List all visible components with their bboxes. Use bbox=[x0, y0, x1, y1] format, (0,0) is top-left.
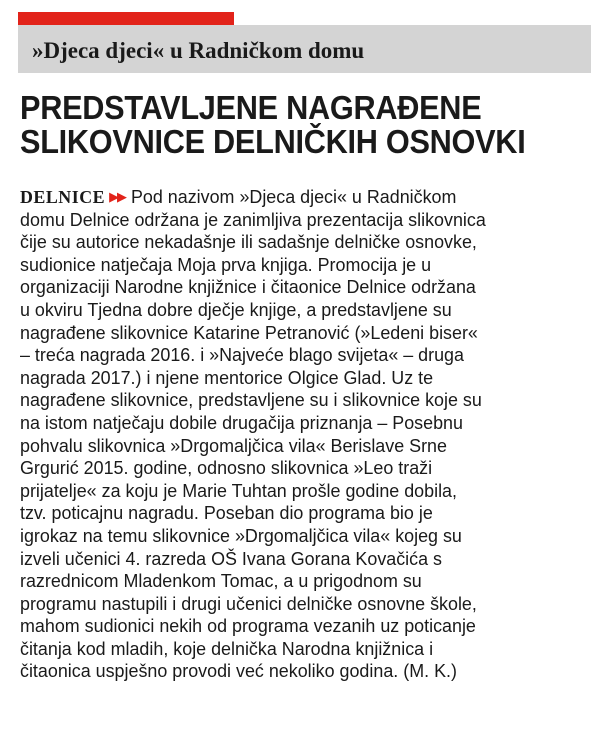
body-line: čitaonica uspješno provodi već nekoliko godina. (M. K.) bbox=[20, 661, 457, 682]
body-line: igrokaz na temu slikovnice »Drgomaljčica vila« kojeg su bbox=[20, 525, 462, 546]
headline-line: SLIKOVNICE DELNIČKIH OSNOVKI bbox=[20, 123, 526, 160]
body-line: čitanja kod mladih, koje delnička Narodna knjižnica i bbox=[20, 638, 434, 659]
headline-line: PREDSTAVLJENE NAGRAĐENE bbox=[20, 89, 482, 126]
body-line: prijatelje« za koju je Marie Tuhtan prošle godine dobila, bbox=[20, 480, 457, 501]
body-line: u okviru Tjedna dobre dječje knjige, a predstavljene su bbox=[20, 299, 452, 320]
body-line: programu nastupili i drugi učenici delničke osnovne škole, bbox=[20, 593, 477, 614]
body-line: tzv. poticajnu nagradu. Poseban dio programa bio je bbox=[20, 503, 433, 524]
article-body bbox=[20, 186, 595, 683]
body-line: na istom natječaju dobile drugačija priznanja – Posebnu bbox=[20, 412, 463, 433]
dateline: DELNICE bbox=[20, 187, 106, 207]
body-first-line-text: Pod nazivom »Djeca djeci« u Radničkom bbox=[130, 187, 457, 207]
accent-bar bbox=[18, 12, 234, 25]
body-line: – treća nagrada 2016. i »Najveće blago svijeta« – druga bbox=[20, 345, 464, 366]
article-kicker: »Djeca djeci« u Radničkom domu bbox=[32, 38, 365, 63]
body-line: nagrađene slikovnice, predstavljene su i slikovnice koje su bbox=[20, 390, 482, 411]
body-line: nagrađene slikovnice Katarine Petranović (»Ledeni biser« bbox=[20, 322, 478, 343]
body-line: razrednicom Mladenkom Tomac, a u prigodnom su bbox=[20, 571, 422, 592]
body-line: mahom sudionici nekih od programa vezanih uz poticanje bbox=[20, 616, 476, 637]
body-line: izveli učenici 4. razreda OŠ Ivana Gorana Kovačića s bbox=[20, 548, 443, 569]
body-line: domu Delnice održana je zanimljiva prezentacija slikovnica bbox=[20, 209, 486, 230]
article-headline bbox=[20, 91, 550, 159]
body-line: organizaciji Narodne knjižnice i čitaonice Delnice održana bbox=[20, 277, 476, 298]
body-lines bbox=[20, 209, 595, 683]
body-line: pohvalu slikovnica »Drgomaljčica vila« Berislave Srne bbox=[20, 435, 447, 456]
double-triangle-right-icon: ▶▶ bbox=[109, 189, 125, 204]
body-first-line bbox=[20, 186, 592, 209]
body-line: nagrada 2017.) i njene mentorice Olgice Glad. Uz te bbox=[20, 367, 434, 388]
body-line: Grgurić 2015. godine, odnosno slikovnica »Leo traži bbox=[20, 458, 433, 479]
body-line: čije su autorice nekadašnje ili sadašnje delničke osnovke, bbox=[20, 232, 477, 253]
kicker-band bbox=[18, 25, 591, 73]
body-line: sudionice natječaja Moja prva knjiga. Promocija je u bbox=[20, 254, 432, 275]
